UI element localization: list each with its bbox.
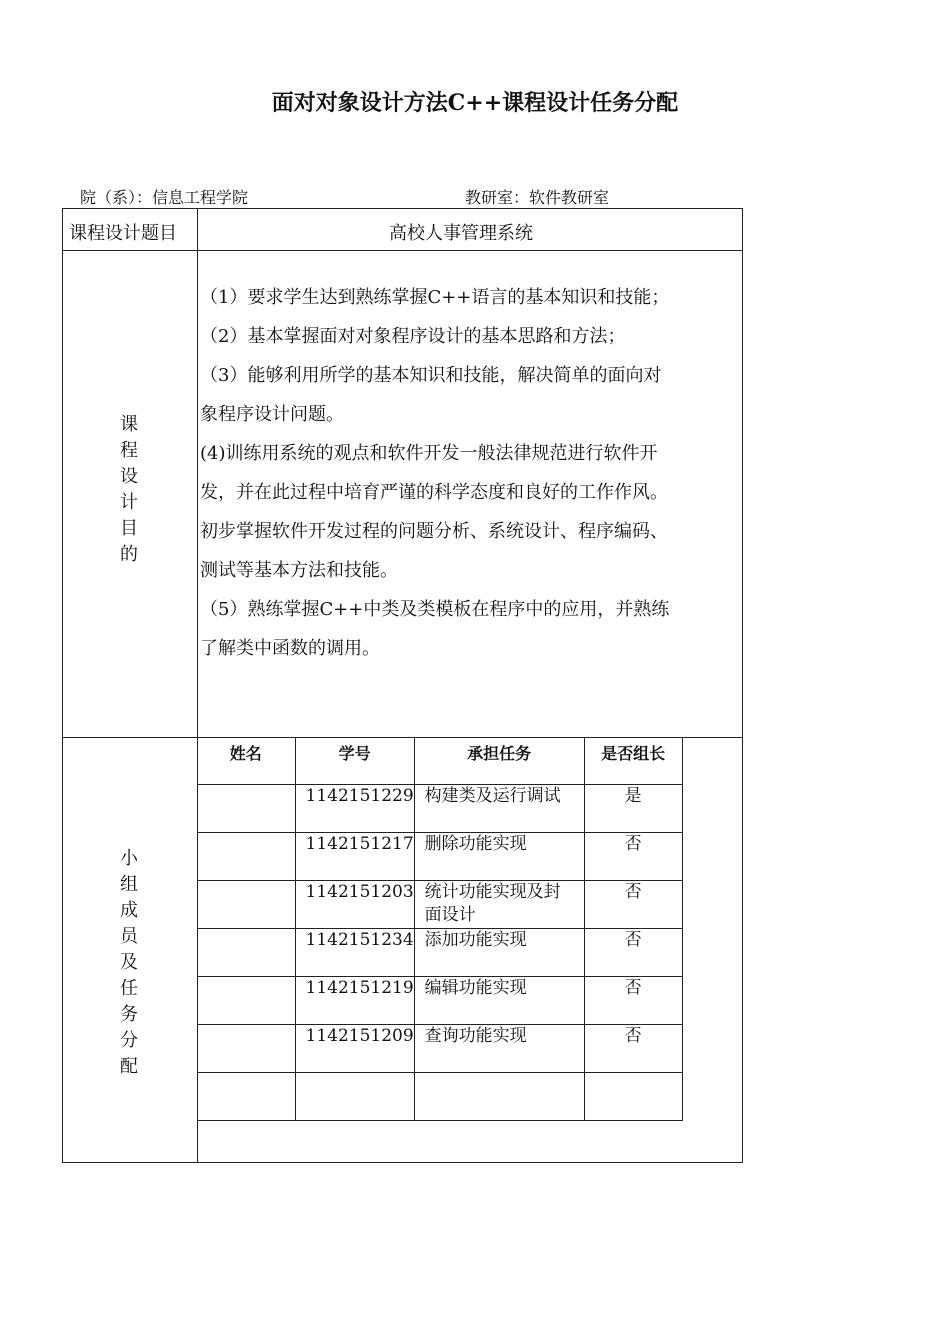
purpose-line: (4)训练用系统的观点和软件开发一般法律规范进行软件开 — [200, 443, 658, 464]
column-header: 承担任务 — [414, 738, 584, 785]
task-cell: 统计功能实现及封面设计 — [414, 881, 584, 929]
page-title: 面对对象设计方法C++课程设计任务分配 — [271, 90, 679, 116]
purpose-line: （5）熟练掌握C++中类及类模板在程序中的应用，并熟练 — [200, 599, 670, 620]
student-id-cell: 1142151234 — [295, 929, 414, 977]
task-cell: 构建类及运行调试 — [414, 785, 584, 833]
members-label-char: 任 — [120, 978, 138, 999]
department-label: 院（系）：信息工程学院 — [80, 188, 249, 207]
task-cell — [414, 1073, 584, 1121]
purpose-label-char: 的 — [120, 544, 138, 565]
leader-cell — [584, 1073, 682, 1121]
purpose-line: 测试等基本方法和技能。 — [200, 560, 398, 581]
purpose-line: （1）要求学生达到熟练掌握C++语言的基本知识和技能； — [200, 287, 670, 308]
name-cell — [197, 1073, 295, 1121]
name-cell — [197, 977, 295, 1025]
topic-value: 高校人事管理系统 — [389, 223, 533, 244]
leader-cell: 否 — [584, 929, 682, 977]
column-header: 是否组长 — [584, 738, 682, 785]
table-row — [197, 833, 682, 881]
purpose-label — [114, 412, 144, 568]
members-label-char: 组 — [120, 874, 138, 895]
name-cell — [197, 881, 295, 929]
purpose-line: 初步掌握软件开发过程的问题分析、系统设计、程序编码、 — [200, 521, 668, 542]
name-cell — [197, 1025, 295, 1073]
members-table — [197, 737, 683, 1121]
student-id-cell: 1142151217 — [295, 833, 414, 881]
table-row — [197, 1025, 682, 1073]
task-cell: 添加功能实现 — [414, 929, 584, 977]
student-id-cell: 1142151229 — [295, 785, 414, 833]
purpose-line: （3）能够利用所学的基本知识和技能，解决简单的面向对 — [200, 365, 662, 386]
task-cell: 删除功能实现 — [414, 833, 584, 881]
members-label-char: 务 — [120, 1004, 138, 1025]
office-label: 教研室：软件教研室 — [465, 188, 610, 207]
purpose-line: （2）基本掌握面对对象程序设计的基本思路和方法； — [200, 326, 626, 347]
table-row — [197, 881, 682, 929]
members-header-row — [197, 738, 682, 785]
purpose-label-char: 程 — [120, 440, 138, 461]
table-row — [197, 1073, 682, 1121]
purpose-label-char: 课 — [120, 414, 138, 435]
name-cell — [197, 785, 295, 833]
table-row — [197, 977, 682, 1025]
student-id-cell: 1142151203 — [295, 881, 414, 929]
student-id-cell — [295, 1073, 414, 1121]
purpose-line: 象程序设计问题。 — [200, 404, 344, 425]
leader-cell: 否 — [584, 881, 682, 929]
leader-cell: 是 — [584, 785, 682, 833]
leader-cell: 否 — [584, 977, 682, 1025]
student-id-cell: 1142151219 — [295, 977, 414, 1025]
column-header: 姓名 — [197, 738, 295, 785]
purpose-line: 发，并在此过程中培育严谨的科学态度和良好的工作作风。 — [200, 482, 668, 503]
members-label-char: 配 — [120, 1056, 138, 1077]
topic-label: 课程设计题目 — [69, 223, 177, 244]
name-cell — [197, 833, 295, 881]
student-id-cell: 1142151209 — [295, 1025, 414, 1073]
table-row — [197, 929, 682, 977]
purpose-label-char: 设 — [120, 466, 138, 487]
purpose-label-char: 目 — [120, 518, 138, 539]
members-label-char: 员 — [120, 926, 138, 947]
leader-cell: 否 — [584, 1025, 682, 1073]
leader-cell: 否 — [584, 833, 682, 881]
members-label-char: 成 — [120, 900, 138, 921]
members-label-char: 小 — [120, 848, 138, 869]
table-row — [197, 785, 682, 833]
task-cell: 查询功能实现 — [414, 1025, 584, 1073]
purpose-label-char: 计 — [120, 492, 138, 513]
members-label-char: 及 — [120, 952, 138, 973]
members-label-char: 分 — [120, 1030, 138, 1051]
purpose-text — [200, 278, 710, 668]
column-header: 学号 — [295, 738, 414, 785]
members-label — [114, 846, 144, 1080]
purpose-line: 了解类中函数的调用。 — [200, 638, 380, 659]
task-cell: 编辑功能实现 — [414, 977, 584, 1025]
name-cell — [197, 929, 295, 977]
